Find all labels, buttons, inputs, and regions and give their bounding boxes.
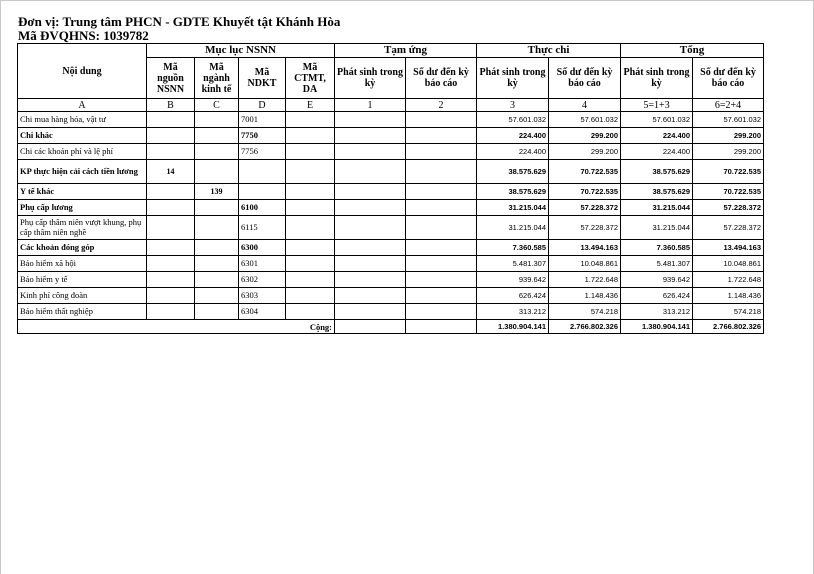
row-ma-ndkt: 6302	[239, 272, 286, 288]
row-ma-nganh: 139	[195, 184, 239, 200]
row-tong-phat-sinh: 7.360.585	[621, 240, 693, 256]
row-ma-ctmt	[286, 304, 335, 320]
row-ma-nguon	[147, 272, 195, 288]
row-ma-ndkt	[239, 160, 286, 184]
row-content: Phụ cấp thâm niên vượt khung, phụ cấp thâm niên nghề	[18, 216, 147, 240]
row-tam-ung-phat-sinh	[335, 288, 406, 304]
col-head-ma-ctmt: Mã CTMT, DA	[286, 58, 335, 99]
row-tam-ung-so-du	[406, 240, 477, 256]
col-head-ma-nguon: Mã nguồn NSNN	[147, 58, 195, 99]
row-thuc-chi-so-du: 299.200	[549, 144, 621, 160]
row-thuc-chi-so-du: 574.218	[549, 304, 621, 320]
row-ma-nganh	[195, 160, 239, 184]
row-ma-nguon	[147, 304, 195, 320]
table-row	[18, 112, 764, 128]
row-tong-so-du: 1.722.648	[693, 272, 764, 288]
row-ma-nguon	[147, 184, 195, 200]
col-label: 1	[335, 99, 406, 112]
row-thuc-chi-phat-sinh: 7.360.585	[477, 240, 549, 256]
col-head-ma-nganh: Mã ngành kinh tế	[195, 58, 239, 99]
row-tam-ung-so-du	[406, 200, 477, 216]
row-tong-so-du: 574.218	[693, 304, 764, 320]
row-tam-ung-so-du	[406, 184, 477, 200]
col-head-noi-dung: Nội dung	[18, 44, 147, 99]
row-tong-so-du: 13.494.163	[693, 240, 764, 256]
col-head-t-phat-sinh: Phát sinh trong kỳ	[621, 58, 693, 99]
row-tong-so-du: 1.148.436	[693, 288, 764, 304]
report-table	[17, 43, 764, 334]
row-thuc-chi-phat-sinh: 939.642	[477, 272, 549, 288]
row-ma-ndkt: 6303	[239, 288, 286, 304]
row-thuc-chi-so-du: 1.148.436	[549, 288, 621, 304]
unit-name: Đơn vị: Trung tâm PHCN - GDTE Khuyết tật Khánh Hòa	[18, 14, 341, 29]
row-tam-ung-so-du	[406, 128, 477, 144]
row-ma-ctmt	[286, 160, 335, 184]
row-tam-ung-phat-sinh	[335, 216, 406, 240]
table-row	[18, 256, 764, 272]
row-thuc-chi-so-du: 10.048.861	[549, 256, 621, 272]
row-tam-ung-so-du	[406, 256, 477, 272]
row-ma-ndkt: 6301	[239, 256, 286, 272]
row-tam-ung-phat-sinh	[335, 256, 406, 272]
row-tam-ung-phat-sinh	[335, 272, 406, 288]
row-ma-nganh	[195, 200, 239, 216]
row-ma-nganh	[195, 144, 239, 160]
row-ma-nguon	[147, 216, 195, 240]
row-ma-ctmt	[286, 112, 335, 128]
row-tam-ung-phat-sinh	[335, 160, 406, 184]
row-content: Bảo hiểm y tế	[18, 272, 147, 288]
row-tam-ung-phat-sinh	[335, 304, 406, 320]
row-ma-ndkt: 7001	[239, 112, 286, 128]
row-ma-ctmt	[286, 200, 335, 216]
row-ma-nganh	[195, 304, 239, 320]
row-content: Các khoản đóng góp	[18, 240, 147, 256]
total-row	[18, 320, 764, 334]
total-cell: 1.380.904.141	[477, 320, 549, 334]
unit-code: Mã ĐVQHNS: 1039782	[18, 28, 149, 43]
table-row	[18, 216, 764, 240]
row-content: Y tế khác	[18, 184, 147, 200]
row-thuc-chi-phat-sinh: 626.424	[477, 288, 549, 304]
row-ma-nguon	[147, 112, 195, 128]
row-tong-so-du: 10.048.861	[693, 256, 764, 272]
row-content: Bảo hiểm thất nghiệp	[18, 304, 147, 320]
row-thuc-chi-phat-sinh: 31.215.044	[477, 216, 549, 240]
col-label: E	[286, 99, 335, 112]
row-ma-nguon	[147, 128, 195, 144]
col-label: C	[195, 99, 239, 112]
row-ma-ctmt	[286, 128, 335, 144]
col-group-muc-luc: Mục lục NSNN	[147, 44, 335, 58]
row-tong-so-du: 57.228.372	[693, 216, 764, 240]
table-row	[18, 288, 764, 304]
row-tam-ung-phat-sinh	[335, 144, 406, 160]
row-tam-ung-phat-sinh	[335, 200, 406, 216]
row-thuc-chi-phat-sinh: 5.481.307	[477, 256, 549, 272]
row-ma-nguon	[147, 144, 195, 160]
row-thuc-chi-so-du: 1.722.648	[549, 272, 621, 288]
row-tam-ung-so-du	[406, 216, 477, 240]
col-group-tong: Tổng	[621, 44, 764, 58]
row-ma-ctmt	[286, 288, 335, 304]
col-label: D	[239, 99, 286, 112]
row-thuc-chi-so-du: 13.494.163	[549, 240, 621, 256]
col-label: 6=2+4	[693, 99, 764, 112]
row-thuc-chi-so-du: 57.228.372	[549, 200, 621, 216]
total-cell	[335, 320, 406, 334]
row-thuc-chi-so-du: 70.722.535	[549, 160, 621, 184]
row-tam-ung-so-du	[406, 144, 477, 160]
col-label: B	[147, 99, 195, 112]
row-tong-phat-sinh: 626.424	[621, 288, 693, 304]
row-ma-ndkt: 6100	[239, 200, 286, 216]
row-ma-ctmt	[286, 184, 335, 200]
row-tam-ung-so-du	[406, 288, 477, 304]
row-content: KP thực hiện cải cách tiền lương	[18, 160, 147, 184]
col-label: 2	[406, 99, 477, 112]
col-head-ma-ndkt: Mã NDKT	[239, 58, 286, 99]
col-label: A	[18, 99, 147, 112]
row-tong-so-du: 57.601.032	[693, 112, 764, 128]
row-tam-ung-phat-sinh	[335, 128, 406, 144]
row-content: Chi mua hàng hóa, vật tư	[18, 112, 147, 128]
row-thuc-chi-phat-sinh: 38.575.629	[477, 160, 549, 184]
table-row	[18, 304, 764, 320]
row-ma-ndkt: 6115	[239, 216, 286, 240]
col-head-t-so-du: Số dư đến kỳ báo cáo	[693, 58, 764, 99]
row-tong-phat-sinh: 38.575.629	[621, 184, 693, 200]
row-content: Chi khác	[18, 128, 147, 144]
col-group-tam-ung: Tạm ứng	[335, 44, 477, 58]
row-content: Bảo hiểm xã hội	[18, 256, 147, 272]
col-label: 5=1+3	[621, 99, 693, 112]
row-ma-nguon: 14	[147, 160, 195, 184]
row-ma-ctmt	[286, 240, 335, 256]
row-ma-ndkt: 6304	[239, 304, 286, 320]
row-tam-ung-phat-sinh	[335, 184, 406, 200]
row-thuc-chi-so-du: 299.200	[549, 128, 621, 144]
table-row	[18, 240, 764, 256]
page-border-left	[0, 0, 1, 574]
row-ma-ctmt	[286, 144, 335, 160]
row-tong-so-du: 299.200	[693, 128, 764, 144]
row-tong-phat-sinh: 38.575.629	[621, 160, 693, 184]
row-content: Chi các khoản phí và lệ phí	[18, 144, 147, 160]
row-ma-nganh	[195, 128, 239, 144]
row-content: Kinh phí công đoàn	[18, 288, 147, 304]
row-tong-so-du: 57.228.372	[693, 200, 764, 216]
row-ma-ctmt	[286, 272, 335, 288]
col-label: 4	[549, 99, 621, 112]
row-tong-phat-sinh: 5.481.307	[621, 256, 693, 272]
row-tam-ung-so-du	[406, 160, 477, 184]
row-tam-ung-phat-sinh	[335, 240, 406, 256]
total-cell	[406, 320, 477, 334]
total-label: Cộng:	[18, 320, 335, 334]
row-tong-phat-sinh: 57.601.032	[621, 112, 693, 128]
row-ma-nguon	[147, 240, 195, 256]
row-ma-nganh	[195, 240, 239, 256]
total-cell: 1.380.904.141	[621, 320, 693, 334]
row-thuc-chi-so-du: 57.601.032	[549, 112, 621, 128]
row-tam-ung-phat-sinh	[335, 112, 406, 128]
row-thuc-chi-phat-sinh: 38.575.629	[477, 184, 549, 200]
row-ma-nganh	[195, 256, 239, 272]
row-thuc-chi-phat-sinh: 224.400	[477, 144, 549, 160]
row-thuc-chi-so-du: 57.228.372	[549, 216, 621, 240]
row-ma-ctmt	[286, 216, 335, 240]
row-tam-ung-so-du	[406, 272, 477, 288]
col-head-tc-phat-sinh: Phát sinh trong kỳ	[477, 58, 549, 99]
row-thuc-chi-phat-sinh: 31.215.044	[477, 200, 549, 216]
row-ma-nganh	[195, 112, 239, 128]
row-ma-nganh	[195, 216, 239, 240]
col-label: 3	[477, 99, 549, 112]
row-ma-nganh	[195, 272, 239, 288]
row-ma-ndkt: 7756	[239, 144, 286, 160]
row-tong-phat-sinh: 224.400	[621, 128, 693, 144]
row-ma-nganh	[195, 288, 239, 304]
col-group-thuc-chi: Thực chi	[477, 44, 621, 58]
row-content: Phụ cấp lương	[18, 200, 147, 216]
row-tong-phat-sinh: 31.215.044	[621, 200, 693, 216]
row-tong-phat-sinh: 939.642	[621, 272, 693, 288]
row-thuc-chi-phat-sinh: 224.400	[477, 128, 549, 144]
row-tong-so-du: 70.722.535	[693, 160, 764, 184]
table-row	[18, 184, 764, 200]
table-row	[18, 272, 764, 288]
row-ma-ndkt: 7750	[239, 128, 286, 144]
row-tong-phat-sinh: 224.400	[621, 144, 693, 160]
col-head-tc-so-du: Số dư đến kỳ báo cáo	[549, 58, 621, 99]
row-ma-ctmt	[286, 256, 335, 272]
row-ma-ndkt: 6300	[239, 240, 286, 256]
row-ma-nguon	[147, 256, 195, 272]
col-head-tu-so-du: Số dư đến kỳ báo cáo	[406, 58, 477, 99]
row-tam-ung-so-du	[406, 112, 477, 128]
table-row	[18, 160, 764, 184]
row-ma-ndkt	[239, 184, 286, 200]
row-tong-phat-sinh: 313.212	[621, 304, 693, 320]
row-tong-so-du: 299.200	[693, 144, 764, 160]
page-border-top	[0, 0, 814, 1]
row-thuc-chi-phat-sinh: 57.601.032	[477, 112, 549, 128]
row-ma-nguon	[147, 288, 195, 304]
row-tong-so-du: 70.722.535	[693, 184, 764, 200]
col-head-tu-phat-sinh: Phát sinh trong kỳ	[335, 58, 406, 99]
row-tong-phat-sinh: 31.215.044	[621, 216, 693, 240]
row-thuc-chi-phat-sinh: 313.212	[477, 304, 549, 320]
table-row	[18, 200, 764, 216]
row-tam-ung-so-du	[406, 304, 477, 320]
total-cell: 2.766.802.326	[693, 320, 764, 334]
row-thuc-chi-so-du: 70.722.535	[549, 184, 621, 200]
table-row	[18, 128, 764, 144]
total-cell: 2.766.802.326	[549, 320, 621, 334]
row-ma-nguon	[147, 200, 195, 216]
table-row	[18, 144, 764, 160]
